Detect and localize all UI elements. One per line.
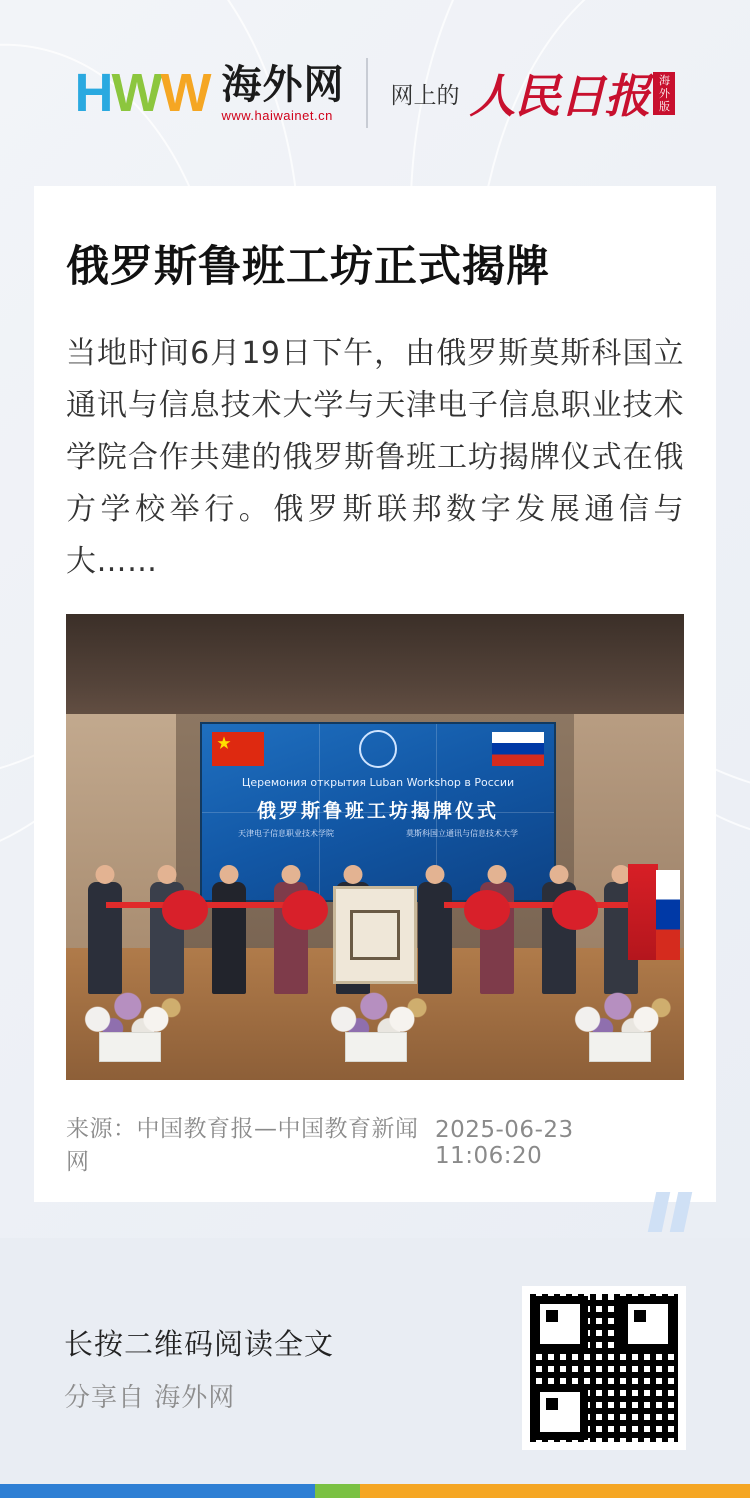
qr-code-icon xyxy=(530,1294,678,1442)
russia-flag-icon xyxy=(492,732,544,766)
bottom-bar-orange xyxy=(360,1484,750,1498)
photo-luban-plaque xyxy=(333,886,417,984)
footer-text-block xyxy=(64,1322,334,1414)
partner-brand: 人民日报 xyxy=(469,69,650,123)
partner-prefix: 网上的 xyxy=(390,82,460,109)
header-divider xyxy=(366,58,368,128)
screen-uni-left: 天津电子信息职业技术学院 xyxy=(238,829,334,838)
article-source: 来源：中国教育报—中国教育新闻网 xyxy=(66,1116,419,1175)
footer-cta: 长按二维码阅读全文 xyxy=(64,1327,335,1361)
article-summary: 当地时间6月19日下午，由俄罗斯莫斯科国立通讯与信息技术大学与天津电子信息职业技术学院合作共建的俄罗斯鲁班工坊揭牌仪式在俄方学校举行。俄罗斯联邦数字发展通信与大…… xyxy=(66,336,684,579)
logo-letter-h: H xyxy=(74,63,112,123)
bottom-bar-green xyxy=(315,1484,360,1498)
photo-person xyxy=(418,882,452,994)
screen-uni-right: 莫斯科国立通讯与信息技术大学 xyxy=(406,829,518,838)
photo-vase xyxy=(589,1032,651,1062)
photo-ribbon-bow xyxy=(162,890,208,930)
quote-decoration xyxy=(652,1192,688,1232)
screen-line-ru: Церемония открытия Luban Workshop в России xyxy=(241,776,515,789)
site-name-block xyxy=(221,61,345,123)
article-photo xyxy=(66,614,684,1080)
logo-letter-w1: W xyxy=(111,63,161,123)
photo-ribbon-bow xyxy=(464,890,510,930)
photo-ribbon-bow xyxy=(282,890,328,930)
site-header xyxy=(0,0,750,186)
bottom-bar-blue xyxy=(0,1484,315,1498)
screen-universities xyxy=(202,828,554,839)
hww-letters xyxy=(74,63,210,123)
photo-vase xyxy=(99,1032,161,1062)
article-timestamp: 2025-06-23 11:06:20 xyxy=(434,1117,574,1169)
partner-badge: 海外版 xyxy=(653,72,675,115)
bottom-color-bar xyxy=(0,1484,750,1498)
logo-letter-w2: W xyxy=(160,63,210,123)
source-row xyxy=(66,1110,684,1176)
photo-flower-basket xyxy=(322,988,430,1062)
haiwainet-logo[interactable] xyxy=(74,61,345,123)
photo-vase xyxy=(345,1032,407,1062)
photo-person xyxy=(88,882,122,994)
university-emblem-icon xyxy=(359,730,397,768)
photo-flower-basket xyxy=(76,988,184,1062)
photo-flower-basket xyxy=(566,988,674,1062)
article-card xyxy=(34,186,716,1202)
screen-line-cn: 俄罗斯鲁班工坊揭牌仪式 xyxy=(256,800,499,822)
photo-flag-russia xyxy=(656,870,680,960)
qr-eye-top-left xyxy=(532,1296,588,1352)
footer-bar xyxy=(0,1238,750,1498)
china-flag-icon xyxy=(212,732,264,766)
qr-code[interactable] xyxy=(522,1286,686,1450)
site-name-cn: 海外网 xyxy=(221,61,345,108)
page-title: 俄罗斯鲁班工坊正式揭牌 xyxy=(66,242,550,292)
qr-eye-bottom-left xyxy=(532,1384,588,1440)
photo-person xyxy=(212,882,246,994)
screen-grid-line xyxy=(202,812,554,813)
footer-share-from: 分享自 海外网 xyxy=(64,1383,236,1413)
photo-ribbon-bow xyxy=(552,890,598,930)
qr-eye-top-right xyxy=(620,1296,676,1352)
site-url: www.haiwainet.cn xyxy=(221,107,333,123)
photo-flag-red xyxy=(628,864,658,960)
partner-logo xyxy=(390,60,675,126)
